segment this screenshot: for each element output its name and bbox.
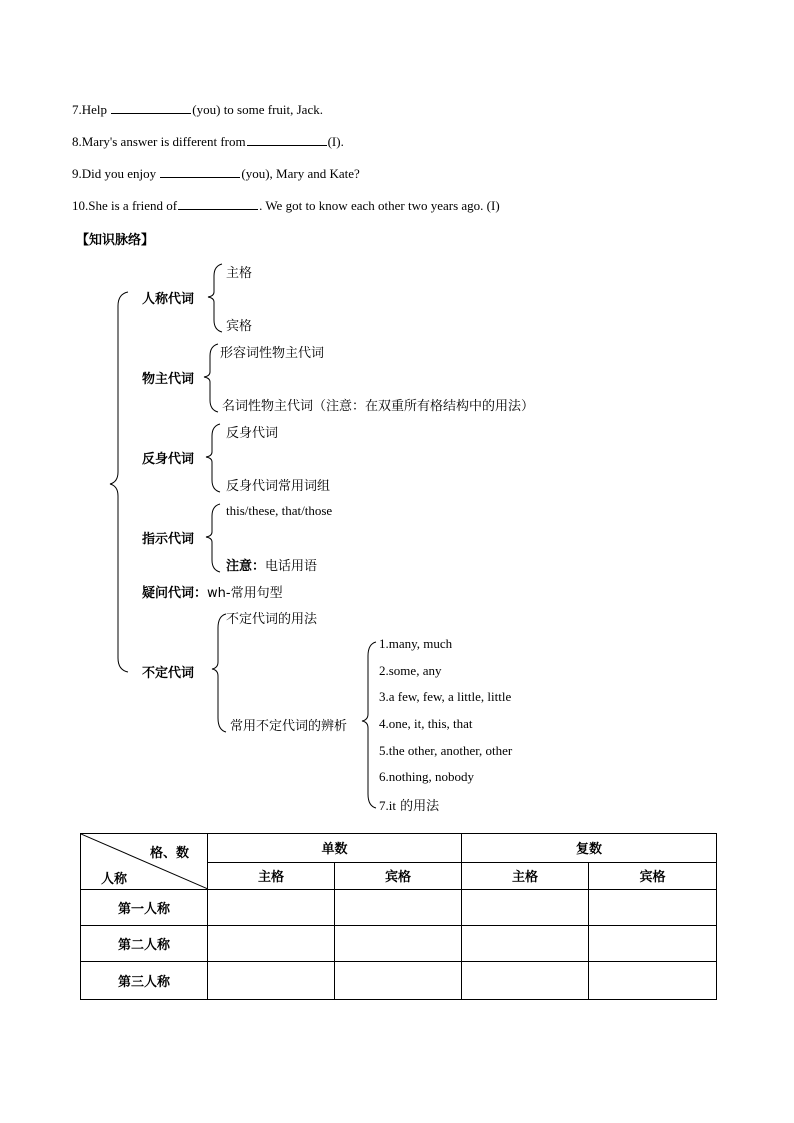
table-cell[interactable] bbox=[335, 962, 462, 1000]
exercise-8-text: 8.Mary's answer is different from bbox=[72, 134, 246, 149]
node-personal-pronoun: 人称代词 bbox=[142, 292, 195, 307]
node-indefinite-pronoun: 不定代词 bbox=[142, 666, 195, 681]
exercise-9-hint: (you), Mary and Kate? bbox=[241, 166, 360, 181]
table-row bbox=[81, 962, 717, 1000]
list-item: 6.nothing, nobody bbox=[379, 769, 474, 784]
header-plural-subject: 主格 bbox=[462, 862, 589, 890]
table-cell[interactable] bbox=[462, 890, 589, 926]
list-item: 4.one, it, this, that bbox=[379, 716, 473, 731]
table-cell[interactable] bbox=[462, 926, 589, 962]
table-corner-cell bbox=[81, 834, 208, 890]
header-singular-subject: 主格 bbox=[208, 862, 335, 890]
node-adjective-possessive: 形容词性物主代词 bbox=[220, 346, 325, 361]
table-row bbox=[81, 890, 717, 926]
table-cell[interactable] bbox=[208, 926, 335, 962]
header-plural: 复数 bbox=[462, 834, 717, 863]
list-item: 1.many, much bbox=[379, 636, 453, 651]
exercise-9-text: 9.Did you enjoy bbox=[72, 166, 160, 181]
node-indefinite-analysis: 常用不定代词的辨析 bbox=[230, 719, 348, 734]
note-text: 电话用语 bbox=[265, 559, 318, 574]
node-subject-case: 主格 bbox=[226, 266, 253, 281]
exercise-10-hint: . We got to know each other two years ago. (I) bbox=[259, 198, 500, 213]
table-cell[interactable] bbox=[589, 962, 717, 1000]
table-cell[interactable] bbox=[589, 890, 717, 926]
node-this-that: this/these, that/those bbox=[226, 503, 333, 518]
exercise-10-text: 10.She is a friend of bbox=[72, 198, 178, 213]
corner-top-label: 格、数 bbox=[149, 846, 189, 861]
table-cell[interactable] bbox=[462, 962, 589, 1000]
list-item: 3.a few, few, a little, little bbox=[379, 689, 512, 704]
corner-bottom-label: 人称 bbox=[101, 872, 128, 887]
pronoun-table bbox=[80, 833, 717, 1000]
exercise-8-hint: (I). bbox=[327, 134, 344, 149]
row-label-second-person: 第二人称 bbox=[81, 926, 208, 962]
node-phone-note bbox=[226, 555, 317, 575]
table-cell[interactable] bbox=[335, 890, 462, 926]
note-label: 注意： bbox=[226, 559, 266, 574]
node-reflexive: 反身代词 bbox=[226, 426, 279, 441]
header-plural-object: 宾格 bbox=[589, 862, 717, 890]
node-reflexive-pronoun: 反身代词 bbox=[142, 452, 195, 467]
node-indefinite-usage: 不定代词的用法 bbox=[226, 612, 318, 627]
node-reflexive-phrases: 反身代词常用词组 bbox=[226, 479, 331, 494]
interrogative-text: wh-常用句型 bbox=[207, 586, 283, 601]
table-cell[interactable] bbox=[208, 890, 335, 926]
table-cell[interactable] bbox=[589, 926, 717, 962]
exercise-7-text: 7.Help bbox=[72, 102, 111, 117]
table-row bbox=[81, 926, 717, 962]
interrogative-label: 疑问代词： bbox=[142, 586, 208, 601]
list-item bbox=[379, 795, 439, 815]
node-noun-possessive: 名词性物主代词（注意：在双重所有格结构中的用法） bbox=[222, 399, 535, 414]
list-item: 2.some, any bbox=[379, 663, 442, 678]
exercise-7-hint: (you) to some fruit, Jack. bbox=[192, 102, 323, 117]
row-label-first-person: 第一人称 bbox=[81, 890, 208, 926]
table-cell[interactable] bbox=[208, 962, 335, 1000]
node-object-case: 宾格 bbox=[226, 319, 253, 334]
list-item-prefix: 7.it bbox=[379, 798, 396, 813]
node-possessive-pronoun: 物主代词 bbox=[142, 372, 195, 387]
list-item-suffix: 的用法 bbox=[395, 799, 440, 814]
row-label-third-person: 第三人称 bbox=[81, 962, 208, 1000]
list-item: 5.the other, another, other bbox=[379, 743, 513, 758]
table-cell[interactable] bbox=[335, 926, 462, 962]
header-singular: 单数 bbox=[208, 834, 462, 863]
header-singular-object: 宾格 bbox=[335, 862, 462, 890]
section-title: 【知识脉络】 bbox=[76, 233, 155, 248]
node-demonstrative-pronoun: 指示代词 bbox=[142, 532, 195, 547]
node-interrogative bbox=[142, 582, 283, 602]
